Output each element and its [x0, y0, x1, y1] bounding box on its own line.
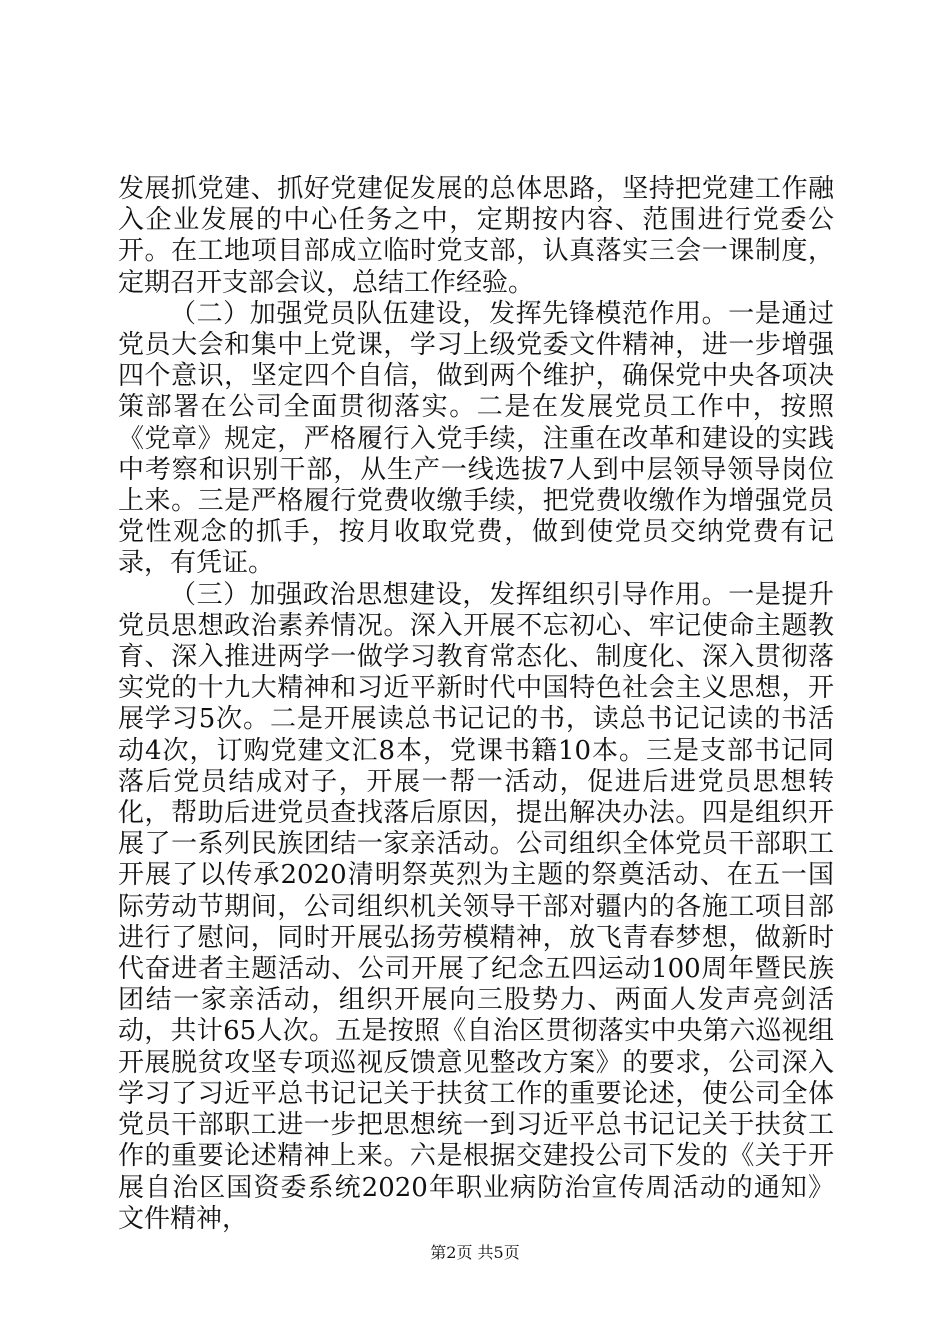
paragraph-section-two: （二）加强党员队伍建设，发挥先锋模范作用。一是通过党员大会和集中上党课，学习上级党委文件精神，进一步增强四个意识，坚定四个自信，做到两个维护，确保党中央各项决策部署在公司全面贯彻落实。二是在发展党员工作中，按照《党章》规定，严格履行入党手续，注重在改革和建设的实践中考察和识别干部，从生产一线选拔7人到中层领导领导岗位上来。三是严格履行党费收缴手续，把党费收缴作为增强党员党性观念的抓手，按月收取党费，做到使党员交纳党费有记录，有凭证。 — [118, 298, 834, 579]
paragraph-section-three: （三）加强政治思想建设，发挥组织引导作用。一是提升党员思想政治素养情况。深入开展不忘初心、牢记使命主题教育、深入推进两学一做学习教育常态化、制度化、深入贯彻落实党的十九大精神和习近平新时代中国特色社会主义思想，开展学习5次。二是开展读总书记记的书，读总书记记读的书活动4次，订购党建文汇8本，党课书籍10本。三是支部书记同落后党员结成对子，开展一帮一活动，促进后进党员思想转化，帮助后进党员查找落后原因，提出解决办法。四是组织开展了一系列民族团结一家亲活动。公司组织全体党员干部职工开展了以传承2020清明祭英烈为主题的祭奠活动、在五一国际劳动节期间，公司组织机关领导干部对疆内的各施工项目部进行了慰问，同时开展弘扬劳模精神，放飞青春梦想，做新时代奋进者主题活动、公司开展了纪念五四运动100周年暨民族团结一家亲活动，组织开展向三股势力、两面人发声亮剑活动，共计65人次。五是按照《自治区贯彻落实中央第六巡视组开展脱贫攻坚专项巡视反馈意见整改方案》的要求，公司深入学习了习近平总书记记关于扶贫工作的重要论述，使公司全体党员干部职工进一步把思想统一到习近平总书记记关于扶贫工作的重要论述精神上来。六是根据交建投公司下发的《关于开展自治区国资委系统2020年职业病防治宣传周活动的通知》文件精神， — [118, 579, 834, 1234]
document-body — [118, 174, 834, 1235]
page-footer: 第2页 共5页 — [430, 1243, 520, 1262]
paragraph-continuation: 发展抓党建、抓好党建促发展的总体思路，坚持把党建工作融入企业发展的中心任务之中，定期按内容、范围进行党委公开。在工地项目部成立临时党支部，认真落实三会一课制度，定期召开支部会议，总结工作经验。 — [118, 174, 834, 298]
